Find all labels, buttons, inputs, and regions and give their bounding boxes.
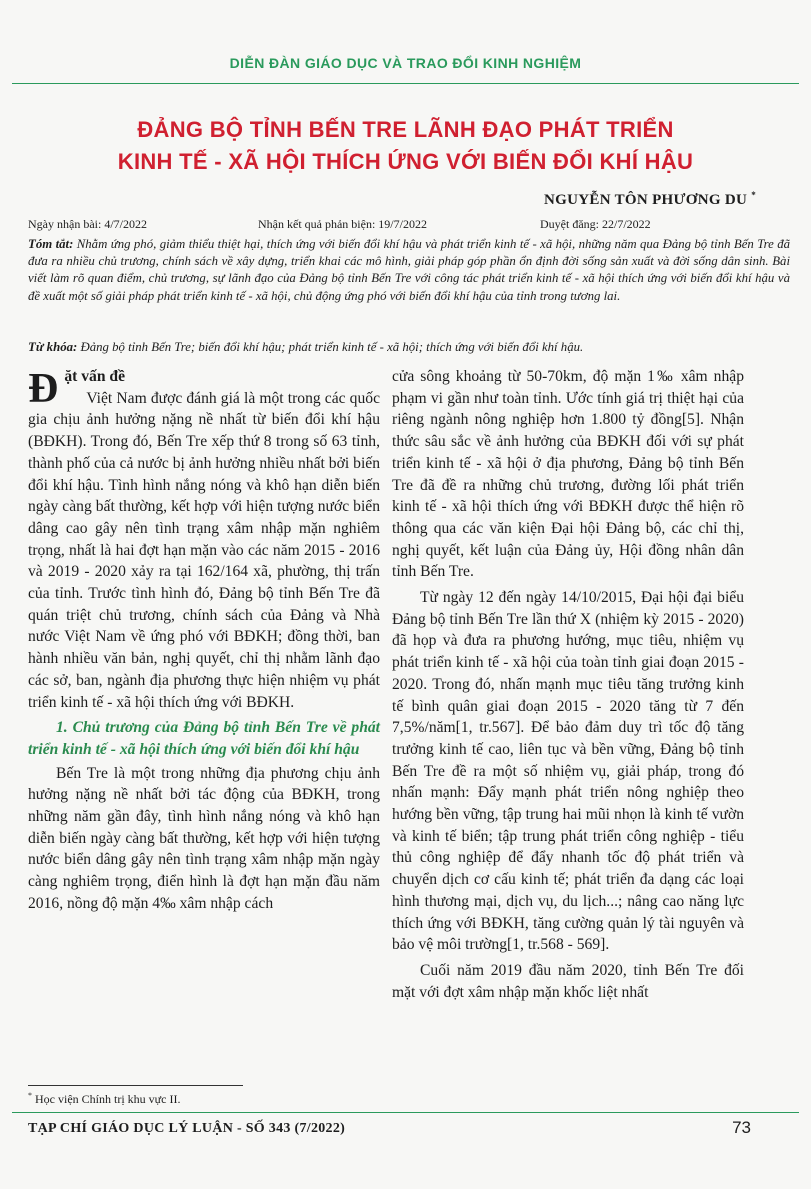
keywords: [28, 339, 790, 356]
date-reviewed: Nhận kết quả phản biện: 19/7/2022: [258, 217, 427, 231]
intro-paragraph: [28, 366, 380, 713]
article-title-line-2: KINH TẾ - XÃ HỘI THÍCH ỨNG VỚI BIẾN ĐỔI KHÍ HẬU: [117, 149, 694, 174]
author-mark: *: [751, 190, 756, 200]
page-number: 73: [732, 1118, 751, 1137]
abstract: [28, 236, 790, 305]
right-paragraph-1: cửa sông khoảng từ 50-70km, độ mặn 1‰ xâm nhập phạm vi gần như toàn tỉnh. Ước tính giá trị thiệt hại của riêng ngành nông nghiệp hơn 1.800 tỷ đồng[5]. Nhận thức sâu sắc về ảnh hưởng của BĐKH đối với sự phát triển kinh tế - xã hội ở địa phương, Đảng bộ tỉnh Bến Tre đã đề ra những chủ trương, đường lối phát triển kinh tế - xã hội thích ứng với BĐKH được thể hiện rõ thông qua các văn kiện Đại hội Đảng bộ, các chỉ thị, nghị quyết, kết luận của Đảng ủy, Hội đồng nhân dân tỉnh Bến Tre.: [392, 368, 744, 581]
footer-rule: [12, 1112, 799, 1113]
footnote-rule: [28, 1085, 243, 1086]
right-paragraph-2: Từ ngày 12 đến ngày 14/10/2015, Đại hội đại biểu Đảng bộ tỉnh Bến Tre lần thứ X (nhiệm kỳ 2015 - 2020) đã họp và đưa ra phương hướng, mục tiêu, nhiệm vụ phát triển kinh tế - xã hội của toàn tỉnh giai đoạn 2015 - 2020. Trong đó, nhấn mạnh mục tiêu tăng trưởng kinh tế bình quân giai đoạn 2015 - 2020 tăng từ 7 đến 7,5%/năm[1, tr.567]. Để bảo đảm duy trì tốc độ tăng trưởng kinh tế cao, liên tục và bền vững, Đảng bộ tỉnh Bến Tre đề ra một số nhiệm vụ, giải pháp, trong đó nhấn mạnh: Đẩy mạnh phát triển nông nghiệp theo hướng bền vững, tập trung hai mũi nhọn là kinh tế vườn và kinh tế biển; tập trung phát triển công nghiệp - tiểu thủ công nghiệp để đẩy nhanh tốc độ phát triển và chuyển dịch cơ cấu kinh tế; phát triển đa dạng các loại hình thương mại, dịch vụ, du lịch...; nâng cao năng lực thích ứng với BĐKH, tăng cường quản lý tài nguyên và bảo vệ môi trường[1, tr.568 - 569].: [392, 589, 744, 954]
section-header: DIỄN ĐÀN GIÁO DỤC VÀ TRAO ĐỔI KINH NGHIỆM: [229, 55, 582, 71]
section-1-heading: 1. Chủ trương của Đảng bộ tỉnh Bến Tre về phát triển kinh tế - xã hội thích ứng với biến đổi khí hậu: [28, 719, 380, 758]
footnote-text: Học viện Chính trị khu vực II.: [35, 1092, 181, 1106]
abstract-label: Tóm tắt:: [28, 237, 74, 251]
journal-name: TẠP CHÍ GIÁO DỤC LÝ LUẬN - SỐ 343 (7/2022): [28, 1121, 346, 1136]
author: [544, 190, 756, 209]
footnote: [28, 1091, 180, 1107]
date-received: Ngày nhận bài: 4/7/2022: [28, 217, 147, 231]
abstract-text: Nhằm ứng phó, giảm thiểu thiệt hại, thích ứng với biến đổi khí hậu và phát triển kinh tế - xã hội, những năm qua Đảng bộ tỉnh Bến Tre đã đưa ra nhiều chủ trương, chính sách về xây dựng, triển khai các mô hình, giải pháp góp phần ổn định đời sống sản xuất và đời sống dân sinh. Bài viết làm rõ quan điểm, chủ trương, sự lãnh đạo của Đảng bộ tỉnh Bến Tre với công tác phát triển kinh tế - xã hội thích ứng với biến đổi khí hậu và đề xuất một số giải pháp phát triển kinh tế - xã hội, chủ động ứng phó với biến đổi khí hậu của tỉnh trong tương lai.: [28, 237, 791, 303]
date-approved: Duyệt đăng: 22/7/2022: [540, 217, 651, 231]
intro-text: Việt Nam được đánh giá là một trong các quốc gia chịu ảnh hưởng nặng nề nhất từ biến đổi khí hậu (BĐKH). Trong đó, Bến Tre xếp thứ 8 trong số 63 tỉnh, thành phố của cả nước bị ảnh hưởng nhiều nhất bởi biến đổi khí hậu. Tình hình nắng nóng và khô hạn diễn biến ngày càng bất thường, kết hợp với hiện tượng nước biển dâng cao gây nên tình trạng xâm nhập mặn nghiêm trọng, nhất là hai đợt hạn mặn vào các năm 2015 - 2016 và 2019 - 2020 xảy ra tại 162/164 xã, phường, thị trấn của tỉnh. Trước tình hình đó, Đảng bộ tỉnh Bến Tre đã quán triệt chủ trương, chính sách của Đảng và Nhà nước Việt Nam về ứng phó với BĐKH; đồng thời, ban hành nhiều văn bản, nghị quyết, chỉ thị nhằm lãnh đạo các sở, ban, ngành địa phương thực hiện nhiệm vụ phát triển kinh tế - xã hội thích ứng với BĐKH.: [28, 389, 380, 711]
header-rule: [12, 83, 799, 84]
article-title-line-1: ĐẢNG BỘ TỈNH BẾN TRE LÃNH ĐẠO PHÁT TRIỂN: [137, 117, 674, 142]
left-column: [28, 366, 380, 915]
right-column: [392, 366, 744, 1003]
intro-heading: ặt vấn đề: [64, 368, 125, 385]
dropcap: Đ: [28, 366, 59, 412]
keywords-label: Từ khóa:: [28, 340, 78, 354]
section-1-paragraph: Bến Tre là một trong những địa phương chịu ảnh hưởng nặng nề nhất bởi tác động của BĐKH, trong những năm gần đây, tình hình nắng nóng và khô hạn diễn biến ngày càng bất thường, kết hợp với hiện tượng nước biển dâng gây nên tình trạng xâm nhập mặn ngày càng nghiêm trọng, điển hình là đợt hạn mặn đầu năm 2016, nồng độ mặn 4‰ xâm nhập cách: [28, 764, 380, 912]
right-paragraph-3: Cuối năm 2019 đầu năm 2020, tỉnh Bến Tre đối mặt với đợt xâm nhập mặn khốc liệt nhất: [392, 961, 744, 1001]
keywords-text: Đảng bộ tỉnh Bến Tre; biến đổi khí hậu; phát triển kinh tế - xã hội; thích ứng với biến đổi khí hậu.: [80, 340, 584, 354]
footnote-mark: *: [28, 1091, 32, 1100]
author-name: NGUYỄN TÔN PHƯƠNG DU: [544, 192, 748, 208]
